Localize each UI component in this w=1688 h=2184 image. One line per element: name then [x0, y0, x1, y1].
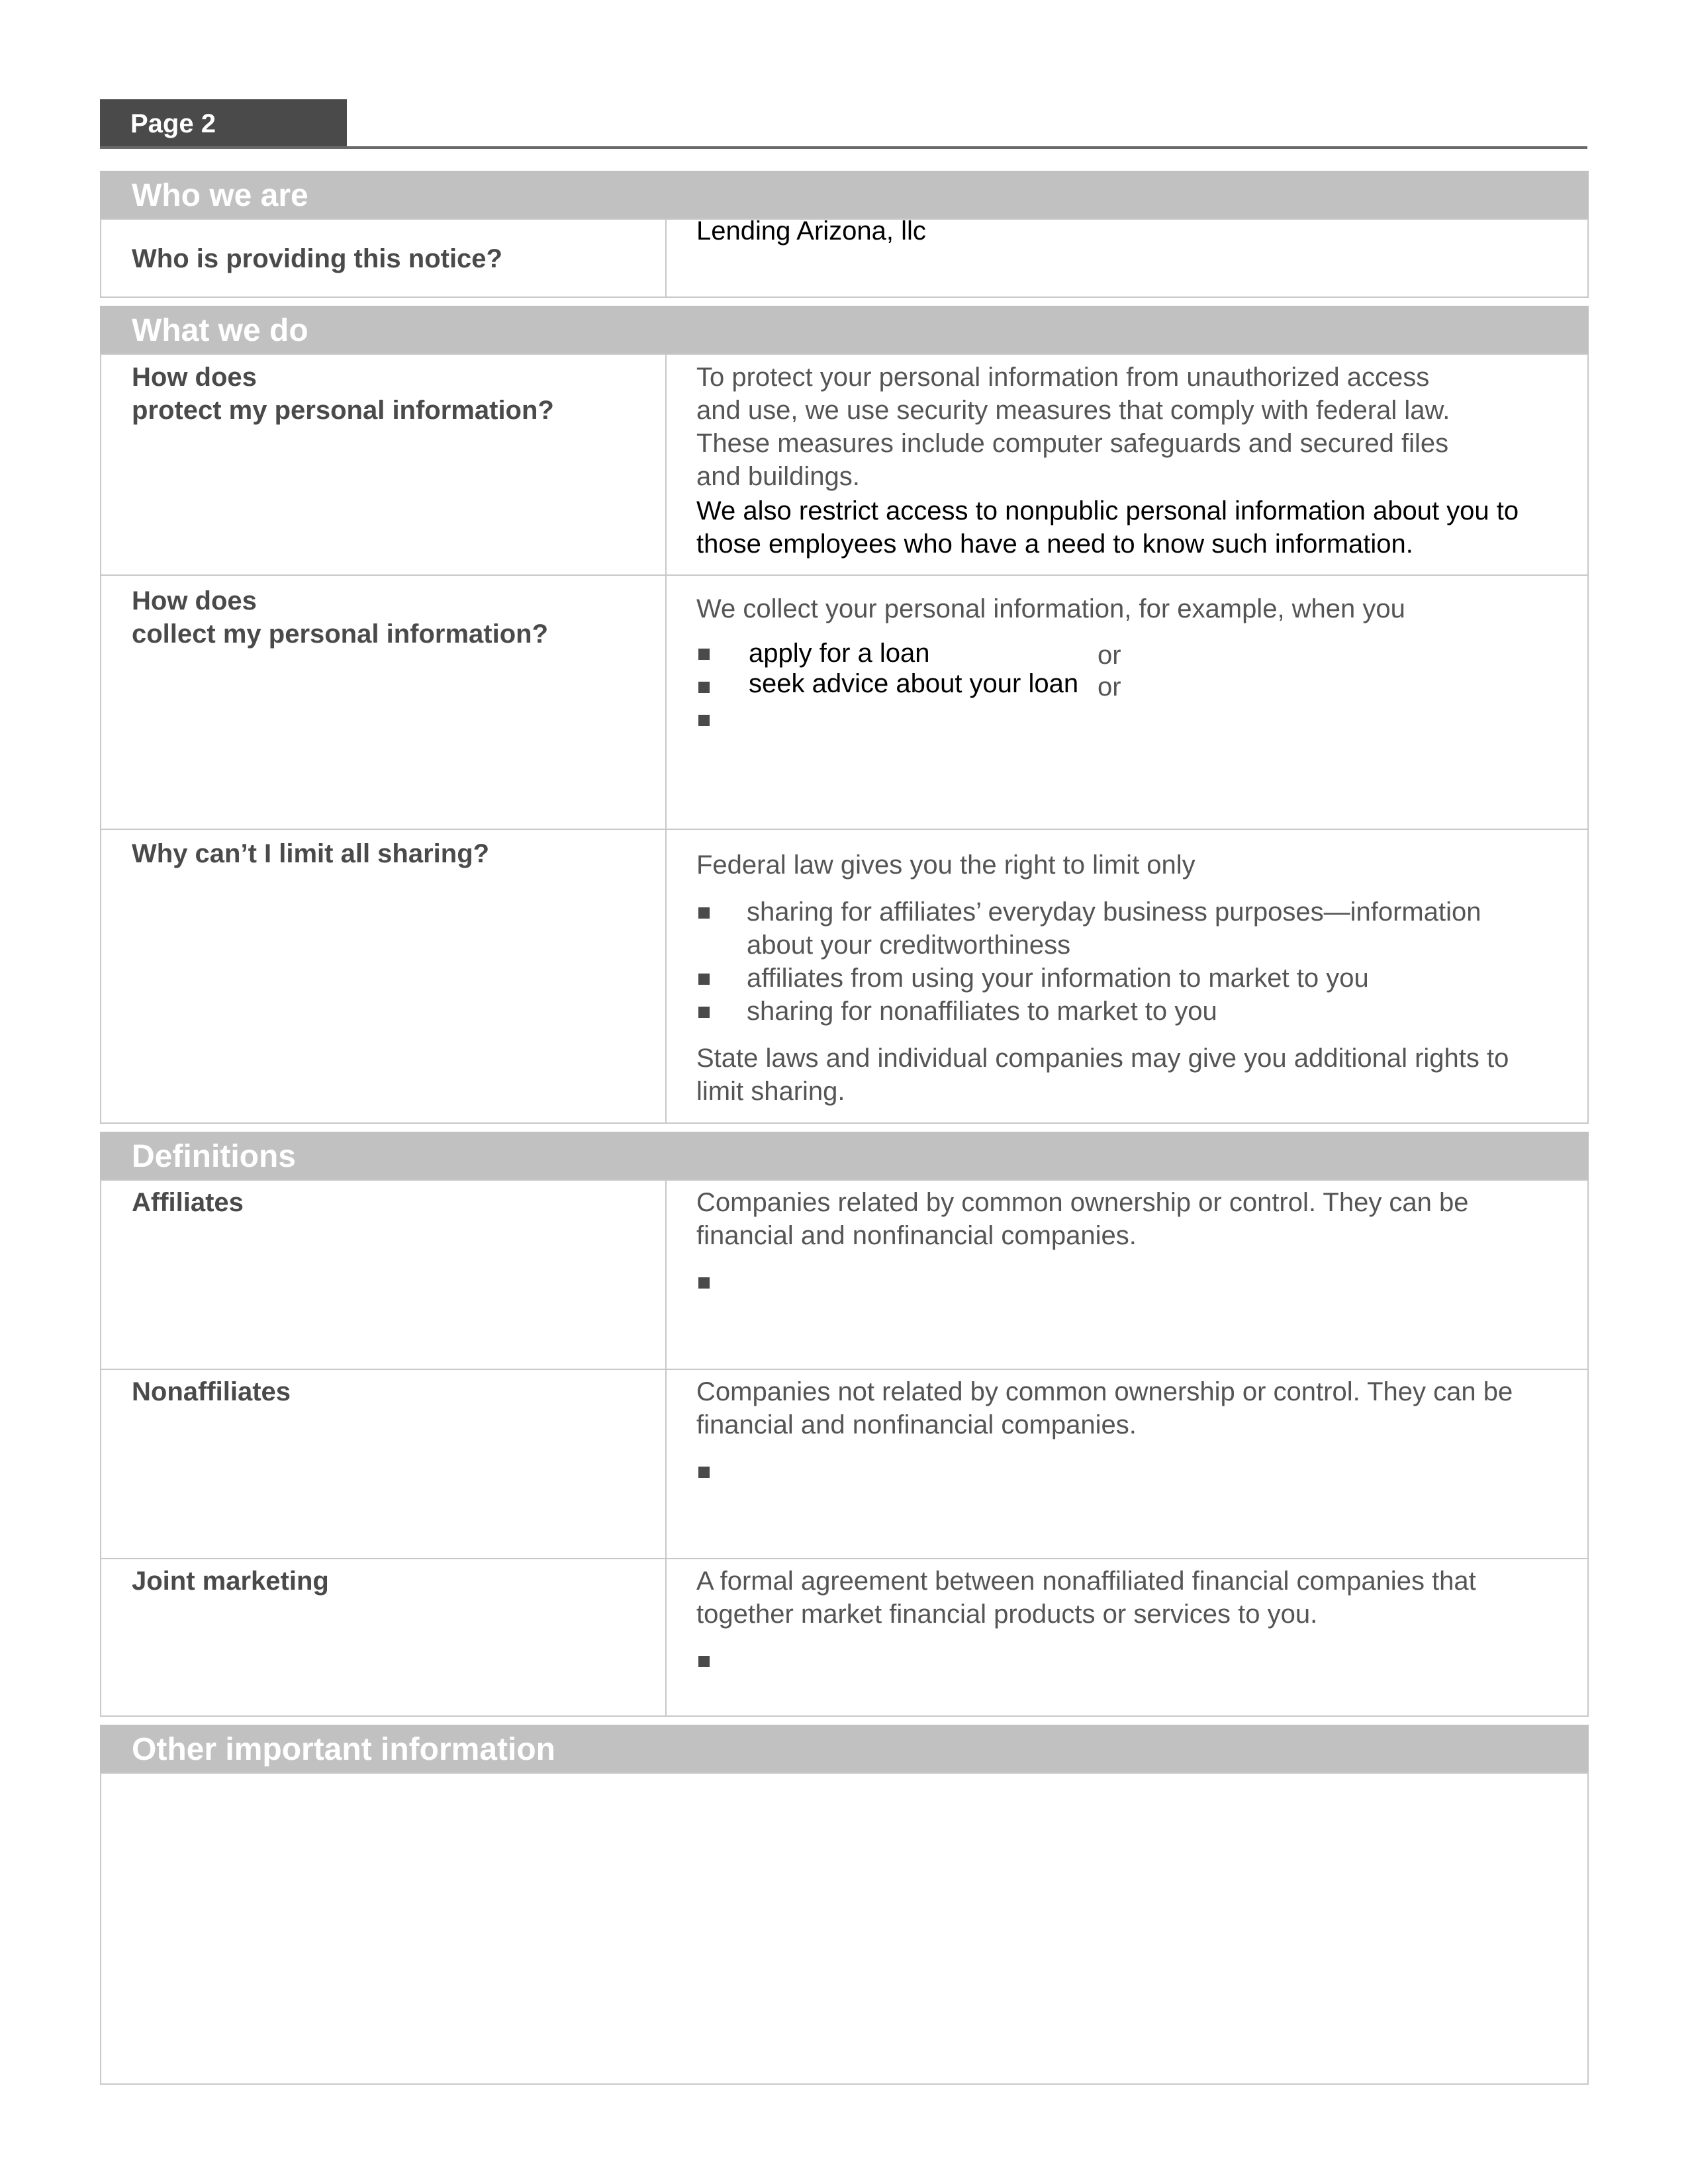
provider-question: Who is providing this notice? — [132, 244, 502, 273]
bullet-icon — [698, 974, 710, 985]
section-heading-who-we-are: Who we are — [100, 171, 1589, 220]
limit-item-continued: about your creditworthiness — [747, 931, 1071, 960]
bullet-icon — [698, 1656, 710, 1667]
provider-answer: Lending Arizona, llc — [696, 216, 926, 246]
row-divider — [100, 1558, 1589, 1559]
section-heading-other-information: Other important information — [100, 1725, 1589, 1774]
limit-intro: Federal law gives you the right to limit only — [696, 850, 1196, 880]
column-divider — [665, 1179, 667, 1717]
column-divider — [665, 218, 667, 298]
row-divider — [100, 1369, 1589, 1370]
collect-item: apply for a loan — [749, 639, 930, 668]
row-divider — [100, 574, 1589, 576]
other-information-box — [100, 1772, 1589, 2085]
header-rule — [100, 146, 1587, 149]
definitions-table — [100, 1179, 1589, 1717]
bullet-icon — [698, 1277, 710, 1289]
limit-item: sharing for affiliates’ everyday business purposes—information — [747, 897, 1481, 927]
affiliates-definition: Companies related by common ownership or control. They can be financial and nonfinancial companies. — [696, 1188, 1469, 1250]
nonaffiliates-definition: Companies not related by common ownership or control. They can be financial and nonfinancial companies. — [696, 1377, 1513, 1439]
bullet-icon — [698, 1467, 710, 1478]
collect-connector: or — [1098, 672, 1121, 702]
affiliates-term: Affiliates — [132, 1188, 244, 1217]
nonaffiliates-term: Nonaffiliates — [132, 1377, 291, 1406]
section-heading-what-we-do: What we do — [100, 306, 1589, 355]
protect-question: How does protect my personal information? — [132, 363, 554, 425]
bullet-icon — [698, 682, 710, 693]
page-number-tab: Page 2 — [100, 99, 347, 148]
joint-marketing-definition: A formal agreement between nonaffiliated financial companies that together market financial products or services to you. — [696, 1567, 1476, 1629]
bullet-icon — [698, 1007, 710, 1018]
limit-item: affiliates from using your information to market to you — [747, 964, 1369, 993]
limit-question: Why can’t I limit all sharing? — [132, 839, 490, 868]
column-divider — [665, 353, 667, 1124]
row-divider — [100, 829, 1589, 830]
bullet-icon — [698, 715, 710, 726]
collect-connector: or — [1098, 641, 1121, 670]
bullet-icon — [698, 907, 710, 919]
collect-intro: We collect your personal information, for example, when you — [696, 594, 1405, 623]
joint-marketing-term: Joint marketing — [132, 1567, 329, 1596]
section-heading-definitions: Definitions — [100, 1132, 1589, 1181]
bullet-icon — [698, 649, 710, 660]
protect-answer: To protect your personal information from unauthorized access and use, we use security measures that comply with federal law. These measures include computer safeguards and secured files and buildings. We also restrict access to nonpublic personal information about you to those employees who have a need to know such information. — [696, 363, 1519, 559]
collect-item: seek advice about your loan — [749, 669, 1079, 698]
limit-outro: State laws and individual companies may give you additional rights to limit sharing. — [696, 1044, 1509, 1106]
collect-question: How does collect my personal information? — [132, 586, 549, 649]
limit-item: sharing for nonaffiliates to market to you — [747, 997, 1217, 1026]
